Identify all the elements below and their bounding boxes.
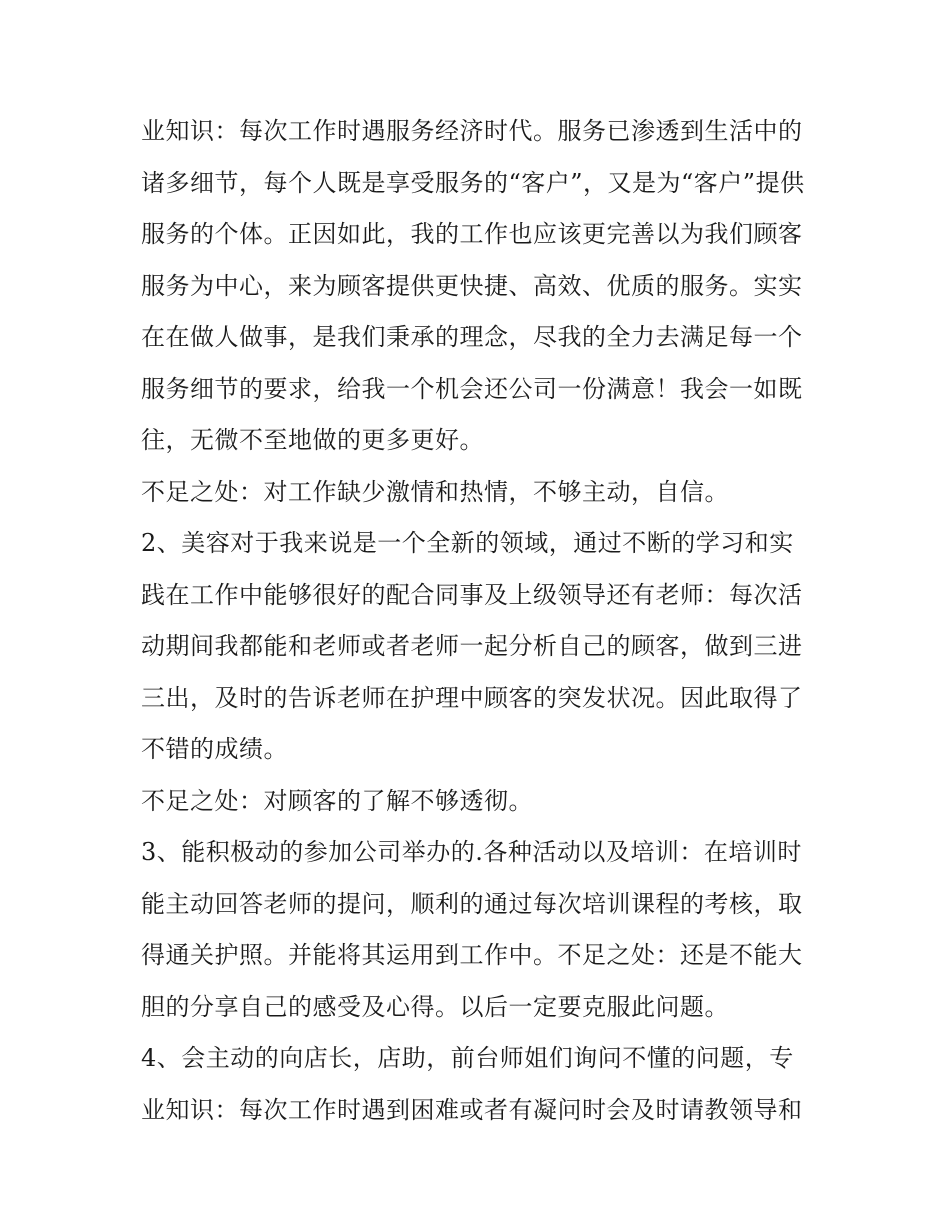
- text-line: 不错的成绩。: [141, 735, 288, 763]
- text-line: 服务为中心，来为顾客提供更快捷、高效、优质的服务。实实: [141, 271, 803, 300]
- text-line: 业知识：每次工作时遇到困难或者有凝问时会及时请教领导和: [141, 1095, 803, 1124]
- text-line: 胆的分享自己的感受及心得。以后一定要克服此问题。: [141, 992, 729, 1021]
- text-line: 在在做人做事，是我们秉承的理念，尽我的全力去满足每一个: [141, 323, 803, 351]
- text-line: 得通关护照。并能将其运用到工作中。不足之处：还是不能大: [141, 941, 803, 969]
- body-text: [141, 106, 821, 1136]
- text-line: 3、能积极动的参加公司举办的.各种活动以及培训：在培训时: [141, 838, 802, 866]
- text-line: 能主动回答老师的提问，顺利的通过每次培训课程的考核，取: [141, 889, 803, 918]
- text-line: 业知识：每次工作时遇服务经济时代。服务已渗透到生活中的: [141, 117, 803, 145]
- text-line: 服务细节的要求，给我一个机会还公司一份满意！我会一如既: [141, 374, 803, 403]
- text-line: 三出，及时的告诉老师在护理中顾客的突发状况。因此取得了: [141, 683, 803, 712]
- text-line: 不足之处：对顾客的了解不够透彻。: [141, 786, 533, 815]
- text-line: 2、美容对于我来说是一个全新的领域，通过不断的学习和实: [141, 529, 794, 557]
- text-line: 往，无微不至地做的更多更好。: [141, 426, 484, 454]
- text-line: 践在工作中能够很好的配合同事及上级领导还有老师：每次活: [141, 580, 803, 609]
- text-line: 诸多细节，每个人既是享受服务的“客户”，又是为“客户”提供: [141, 168, 805, 197]
- text-line: 动期间我都能和老师或者老师一起分析自己的顾客，做到三进: [141, 632, 803, 660]
- text-line: 不足之处：对工作缺少激情和热情，不够主动，自信。: [141, 477, 729, 506]
- text-line: 4、会主动的向店长，店助，前台师姐们询问不懂的问题，专: [141, 1044, 794, 1072]
- text-line: 服务的个体。正因如此，我的工作也应该更完善以为我们顾客: [141, 220, 803, 248]
